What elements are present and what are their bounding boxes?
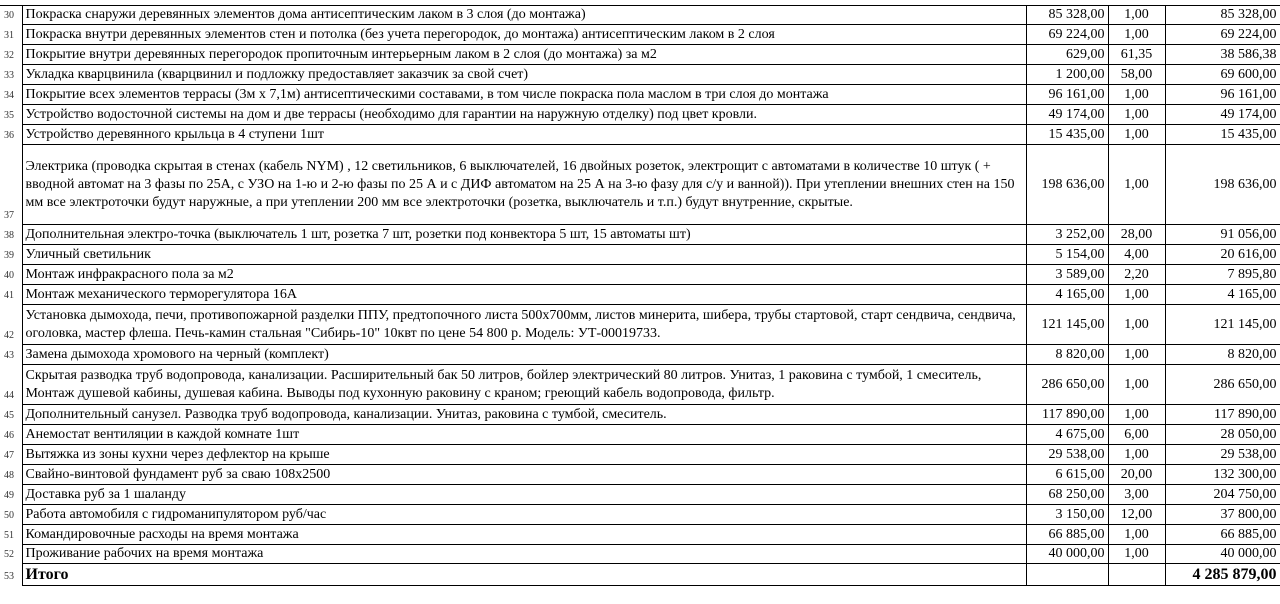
- table-row: [0, 225, 1280, 245]
- row-number[interactable]: 50: [0, 505, 22, 525]
- item-sum[interactable]: 69 600,00: [1165, 65, 1280, 85]
- item-name[interactable]: Покрытие всех элементов террасы (3м х 7,1м) антисептическими составами, в том числе покраска пола маслом в три слоя до монтажа: [22, 85, 1026, 105]
- item-quantity[interactable]: 12,00: [1108, 505, 1165, 525]
- item-quantity[interactable]: 1,00: [1108, 445, 1165, 465]
- table-row: [0, 425, 1280, 445]
- item-name[interactable]: Укладка кварцвинила (кварцвинил и подложку предоставляет заказчик за свой счет): [22, 65, 1026, 85]
- table-row: [0, 465, 1280, 485]
- item-quantity[interactable]: 4,00: [1108, 245, 1165, 265]
- table-row: [0, 345, 1280, 365]
- row-number[interactable]: 43: [0, 345, 22, 365]
- item-quantity[interactable]: 1,00: [1108, 405, 1165, 425]
- table-row: [0, 45, 1280, 65]
- item-price[interactable]: 4 675,00: [1026, 425, 1108, 445]
- row-number[interactable]: 44: [0, 365, 22, 405]
- item-quantity[interactable]: 1,00: [1108, 545, 1165, 564]
- item-quantity[interactable]: 1,00: [1108, 105, 1165, 125]
- item-name[interactable]: Электрика (проводка скрытая в стенах (кабель NYM) , 12 светильников, 6 выключателей, 16 двойных розеток, электрощит с автоматами в количестве 10 штук ( + вводной автомат на 3 фазы по 25А, с УЗО на 1-ю и 2-ю фазы по 25 А и с ДИФ автоматом на 25 А на 3-ю фазу для с/у и ванной)). При утеплении внешних стен на 150 мм все электроточки будут наружные, а при утеплении 200 мм все электроточки (розетка, выключатель и т.п.) будут внутренние, скрытые.: [22, 145, 1026, 225]
- table-row: [0, 525, 1280, 545]
- item-sum[interactable]: 20 616,00: [1165, 245, 1280, 265]
- item-quantity[interactable]: 2,20: [1108, 265, 1165, 285]
- row-number[interactable]: 42: [0, 305, 22, 345]
- item-sum[interactable]: 91 056,00: [1165, 225, 1280, 245]
- total-price-empty[interactable]: [1026, 564, 1108, 586]
- item-price[interactable]: 49 174,00: [1026, 105, 1108, 125]
- item-sum[interactable]: 204 750,00: [1165, 485, 1280, 505]
- item-price[interactable]: 96 161,00: [1026, 85, 1108, 105]
- item-price[interactable]: 3 150,00: [1026, 505, 1108, 525]
- row-number[interactable]: 32: [0, 45, 22, 65]
- item-sum[interactable]: 15 435,00: [1165, 125, 1280, 145]
- item-price[interactable]: 29 538,00: [1026, 445, 1108, 465]
- item-quantity[interactable]: 1,00: [1108, 525, 1165, 545]
- table-row: [0, 485, 1280, 505]
- item-quantity[interactable]: 61,35: [1108, 45, 1165, 65]
- table-row: [0, 305, 1280, 345]
- item-name[interactable]: Устройство деревянного крыльца в 4 ступени 1шт: [22, 125, 1026, 145]
- table-row: [0, 105, 1280, 125]
- row-number[interactable]: 35: [0, 105, 22, 125]
- item-name[interactable]: Доставка руб за 1 шаланду: [22, 485, 1026, 505]
- item-quantity[interactable]: 1,00: [1108, 145, 1165, 225]
- item-name[interactable]: Дополнительный санузел. Разводка труб водопровода, канализации. Унитаз, раковина с тумбой, смеситель.: [22, 405, 1026, 425]
- item-sum[interactable]: 66 885,00: [1165, 525, 1280, 545]
- item-quantity[interactable]: 1,00: [1108, 285, 1165, 305]
- table-row: [0, 405, 1280, 425]
- item-quantity[interactable]: 6,00: [1108, 425, 1165, 445]
- item-quantity[interactable]: 1,00: [1108, 305, 1165, 345]
- table-row: [0, 265, 1280, 285]
- row-number[interactable]: 53: [0, 564, 22, 586]
- item-price[interactable]: 286 650,00: [1026, 365, 1108, 405]
- item-name[interactable]: Устройство водосточной системы на дом и две террасы (необходимо для гарантии на наружную отделку) под цвет кровли.: [22, 105, 1026, 125]
- item-sum[interactable]: 7 895,80: [1165, 265, 1280, 285]
- row-number[interactable]: 41: [0, 285, 22, 305]
- item-price[interactable]: 3 252,00: [1026, 225, 1108, 245]
- item-sum[interactable]: 121 145,00: [1165, 305, 1280, 345]
- item-name[interactable]: Командировочные расходы на время монтажа: [22, 525, 1026, 545]
- item-price[interactable]: 6 615,00: [1026, 465, 1108, 485]
- total-sum[interactable]: 4 285 879,00: [1165, 564, 1280, 586]
- item-sum[interactable]: 37 800,00: [1165, 505, 1280, 525]
- table-row: [0, 6, 1280, 25]
- item-quantity[interactable]: 1,00: [1108, 85, 1165, 105]
- table-row: [0, 445, 1280, 465]
- item-name[interactable]: Покрытие внутри деревянных перегородок пропиточным интерьерным лаком в 2 слоя (до монтажа) за м2: [22, 45, 1026, 65]
- item-price[interactable]: 121 145,00: [1026, 305, 1108, 345]
- item-sum[interactable]: 28 050,00: [1165, 425, 1280, 445]
- item-price[interactable]: 68 250,00: [1026, 485, 1108, 505]
- item-name[interactable]: Проживание рабочих на время монтажа: [22, 545, 1026, 564]
- row-number[interactable]: 40: [0, 265, 22, 285]
- row-number[interactable]: 52: [0, 545, 22, 564]
- row-number[interactable]: 51: [0, 525, 22, 545]
- item-sum[interactable]: 286 650,00: [1165, 365, 1280, 405]
- row-number[interactable]: 45: [0, 405, 22, 425]
- row-number[interactable]: 30: [0, 6, 22, 25]
- item-price[interactable]: 69 224,00: [1026, 25, 1108, 45]
- item-sum[interactable]: 198 636,00: [1165, 145, 1280, 225]
- item-price[interactable]: 40 000,00: [1026, 545, 1108, 564]
- item-name[interactable]: Покраска внутри деревянных элементов стен и потолка (без учета перегородок, до монтажа) антисептическим лаком в 2 слоя: [22, 25, 1026, 45]
- row-number[interactable]: 37: [0, 145, 22, 225]
- item-price[interactable]: 8 820,00: [1026, 345, 1108, 365]
- row-number[interactable]: 38: [0, 225, 22, 245]
- total-label[interactable]: Итого: [22, 564, 1026, 586]
- item-quantity[interactable]: 1,00: [1108, 345, 1165, 365]
- table-row: [0, 285, 1280, 305]
- table-row: [0, 85, 1280, 105]
- item-price[interactable]: 629,00: [1026, 45, 1108, 65]
- item-sum[interactable]: 38 586,38: [1165, 45, 1280, 65]
- item-quantity[interactable]: 1,00: [1108, 365, 1165, 405]
- total-row: [0, 564, 1280, 586]
- item-name[interactable]: Уличный светильник: [22, 245, 1026, 265]
- estimate-table: [0, 5, 1280, 586]
- item-price[interactable]: 198 636,00: [1026, 145, 1108, 225]
- table-row: [0, 65, 1280, 85]
- item-quantity[interactable]: 20,00: [1108, 465, 1165, 485]
- table-row: [0, 245, 1280, 265]
- estimate-table-body: [0, 6, 1280, 586]
- item-price[interactable]: 117 890,00: [1026, 405, 1108, 425]
- item-sum[interactable]: 85 328,00: [1165, 6, 1280, 25]
- item-quantity[interactable]: 58,00: [1108, 65, 1165, 85]
- item-name[interactable]: Установка дымохода, печи, противопожарной разделки ППУ, предтопочного листа 500х700мм, листов минерита, шибера, трубы стартовой, старт сендвича, сендвича, оголовка, мастер флеша. Печь-камин стальная "Сибирь-10" 10квт по цене 54 800 р. Модель: УТ-00019733.: [22, 305, 1026, 345]
- item-name[interactable]: Замена дымохода хромового на черный (комплект): [22, 345, 1026, 365]
- item-name[interactable]: Свайно-винтовой фундамент руб за сваю 108х2500: [22, 465, 1026, 485]
- row-number[interactable]: 47: [0, 445, 22, 465]
- item-price[interactable]: 85 328,00: [1026, 6, 1108, 25]
- item-name[interactable]: Вытяжка из зоны кухни через дефлектор на крыше: [22, 445, 1026, 465]
- item-price[interactable]: 3 589,00: [1026, 265, 1108, 285]
- item-name[interactable]: Дополнительная электро-точка (выключатель 1 шт, розетка 7 шт, розетки под конвектора 5 шт, 15 автоматы шт): [22, 225, 1026, 245]
- total-quantity-empty[interactable]: [1108, 564, 1165, 586]
- table-row: [0, 145, 1280, 225]
- table-row: [0, 365, 1280, 405]
- item-sum[interactable]: 96 161,00: [1165, 85, 1280, 105]
- row-number[interactable]: 36: [0, 125, 22, 145]
- row-number[interactable]: 31: [0, 25, 22, 45]
- item-name[interactable]: Работа автомобиля с гидроманипулятором руб/час: [22, 505, 1026, 525]
- table-row: [0, 505, 1280, 525]
- item-quantity[interactable]: 1,00: [1108, 6, 1165, 25]
- row-number[interactable]: 33: [0, 65, 22, 85]
- item-quantity[interactable]: 1,00: [1108, 25, 1165, 45]
- item-sum[interactable]: 29 538,00: [1165, 445, 1280, 465]
- item-sum[interactable]: 40 000,00: [1165, 545, 1280, 564]
- item-price[interactable]: 66 885,00: [1026, 525, 1108, 545]
- item-price[interactable]: 1 200,00: [1026, 65, 1108, 85]
- row-number[interactable]: 39: [0, 245, 22, 265]
- item-price[interactable]: 4 165,00: [1026, 285, 1108, 305]
- item-sum[interactable]: 8 820,00: [1165, 345, 1280, 365]
- item-name[interactable]: Скрытая разводка труб водопровода, канализации. Расширительный бак 50 литров, бойлер электрический 80 литров. Унитаз, 1 раковина с тумбой, 1 смеситель, Монтаж душевой кабины, душевая кабина. Выводы под кухонную раковину с краном; греющий кабель водопровода, фильтр.: [22, 365, 1026, 405]
- item-price[interactable]: 15 435,00: [1026, 125, 1108, 145]
- row-number[interactable]: 34: [0, 85, 22, 105]
- row-number[interactable]: 46: [0, 425, 22, 445]
- item-sum[interactable]: 117 890,00: [1165, 405, 1280, 425]
- item-quantity[interactable]: 3,00: [1108, 485, 1165, 505]
- table-row: [0, 545, 1280, 564]
- table-row: [0, 125, 1280, 145]
- item-sum[interactable]: 69 224,00: [1165, 25, 1280, 45]
- item-name[interactable]: Монтаж инфракрасного пола за м2: [22, 265, 1026, 285]
- item-sum[interactable]: 49 174,00: [1165, 105, 1280, 125]
- item-sum[interactable]: 4 165,00: [1165, 285, 1280, 305]
- item-quantity[interactable]: 1,00: [1108, 125, 1165, 145]
- item-name[interactable]: Покраска снаружи деревянных элементов дома антисептическим лаком в 3 слоя (до монтажа): [22, 6, 1026, 25]
- item-name[interactable]: Монтаж механического терморегулятора 16А: [22, 285, 1026, 305]
- item-sum[interactable]: 132 300,00: [1165, 465, 1280, 485]
- item-price[interactable]: 5 154,00: [1026, 245, 1108, 265]
- row-number[interactable]: 48: [0, 465, 22, 485]
- item-name[interactable]: Анемостат вентиляции в каждой комнате 1шт: [22, 425, 1026, 445]
- row-number[interactable]: 49: [0, 485, 22, 505]
- table-row: [0, 25, 1280, 45]
- item-quantity[interactable]: 28,00: [1108, 225, 1165, 245]
